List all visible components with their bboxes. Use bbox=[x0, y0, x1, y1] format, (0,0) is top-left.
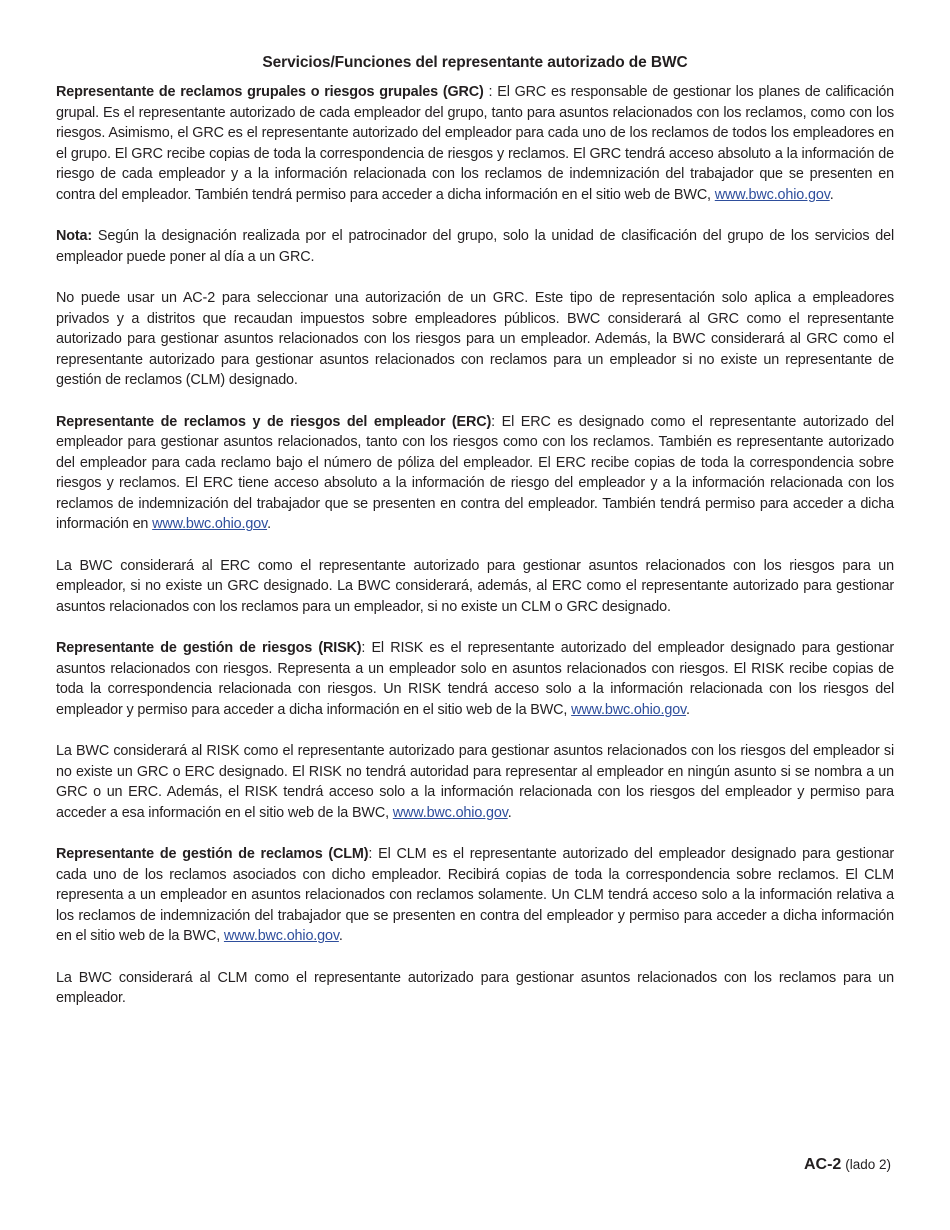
clm-body: : El CLM es el representante autorizado del empleador designado para gestionar cada uno de los reclamos asociados con dicho empleador. Recibirá copias de toda la correspondencia sobre reclamos. El CLM representa a un empleador en asuntos relacionados con reclamos solamente. Un CLM tendrá acceso solo a la información relativa a los reclamos de indemnización del trabajador que se presenten en contra del empleador y permiso para acceder a dicha información en el sitio web de la BWC, bbox=[56, 845, 895, 945]
ac2-paragraph: No puede usar un AC-2 para seleccionar una autorización de un GRC. Este tipo de representación solo aplica a empleadores privados y a distritos que recaudan impuestos sobre empleadores públicos. BWC considerará al GRC como el representante autorizado para gestionar asuntos relacionados con los riesgos para un empleador. Además, la BWC considerará al GRC como el representante autorizado para gestionar asuntos relacionados con reclamos para un empleador si no existe un representante de gestión de reclamos (CLM) designado. bbox=[56, 289, 894, 389]
erc-heading: Representante de reclamos y de riesgos del empleador (ERC) bbox=[56, 413, 492, 430]
risk-followup-body: La BWC considerará al RISK como el representante autorizado para gestionar asuntos relacionados con los riesgos del empleador si no existe un GRC o ERC designado. El RISK no tendrá autoridad para representar al empleador en ningún asunto si se nombra a un GRC o un ERC. Además, el RISK tendrá acceso solo a la información relacionada con los riesgos del empleador y permiso para acceder a esa información en el sitio web de la BWC, bbox=[56, 743, 894, 821]
note-heading: Nota: bbox=[56, 228, 93, 245]
grc-paragraph: Representante de reclamos grupales o riesgos grupales (GRC) : El GRC es responsable de gestionar los planes de calificación grupal. Es el representante autorizado de cada empleador del grupo, tanto para asuntos relacionados con los reclamos, como con los riesgos. Asimismo, el GRC es el representante autorizado del empleador para cada uno de los reclamos de todos los empleadores en el grupo. El GRC recibe copias de toda la correspondencia de riesgos y reclamos. El GRC tendrá acceso absoluto a la información de riesgo de cada empleador y a la información relacionada con los reclamos de indemnización del trabajador que se presenten en contra del empleador. También tendrá permiso para acceder a dicha información en el sitio web de BWC, www.bwc.ohio.gov. bbox=[56, 84, 894, 203]
bwc-website-link[interactable]: www.bwc.ohio.gov bbox=[571, 701, 687, 718]
risk-heading: Representante de gestión de riesgos (RISK) bbox=[56, 640, 362, 657]
erc-followup-paragraph: La BWC considerará al ERC como el representante autorizado para gestionar asuntos relacionados con los riesgos para un empleador, si no existe un GRC designado. La BWC considerará, además, al ERC como el representante autorizado para gestionar asuntos relacionados con los reclamos para un empleador, si no existe un CLM o GRC designado. bbox=[56, 557, 894, 615]
clm-paragraph: Representante de gestión de reclamos (CLM): El CLM es el representante autorizado del empleador designado para gestionar cada uno de los reclamos asociados con dicho empleador. Recibirá copias de toda la correspondencia sobre reclamos. El CLM representa a un empleador en asuntos relacionados con reclamos solamente. Un CLM tendrá acceso solo a la información relativa a los reclamos de indemnización del trabajador que se presenten en contra del empleador y permiso para acceder a dicha información en el sitio web de la BWC, www.bwc.ohio.gov. bbox=[56, 845, 895, 945]
risk-body: : El RISK es el representante autorizado del empleador designado para gestionar asuntos relacionados con riesgos. Representa a un empleador solo en asuntos relacionados con riesgos. El RISK recibe copias de toda la correspondencia relacionada con riesgos. Un RISK tendrá acceso solo a la información relacionada con los riesgos del empleador y permiso para acceder a dicha información en el sitio web de la BWC, bbox=[56, 640, 894, 718]
risk-paragraph: Representante de gestión de riesgos (RISK): El RISK es el representante autorizado del empleador designado para gestionar asuntos relacionados con riesgos. Representa a un empleador solo en asuntos relacionados con riesgos. El RISK recibe copias de toda la correspondencia relacionada con riesgos. Un RISK tendrá acceso solo a la información relacionada con los riesgos del empleador y permiso para acceder a dicha información en el sitio web de la BWC, www.bwc.ohio.gov. bbox=[56, 640, 894, 718]
document-page bbox=[56, 54, 894, 1029]
bwc-website-link[interactable]: www.bwc.ohio.gov bbox=[152, 516, 268, 533]
bwc-website-link[interactable]: www.bwc.ohio.gov bbox=[392, 804, 508, 821]
note-body: Según la designación realizada por el patrocinador del grupo, solo la unidad de clasificación del grupo de los servicios del empleador puede poner al día a un GRC. bbox=[56, 228, 894, 265]
clm-heading: Representante de gestión de reclamos (CLM) bbox=[56, 845, 369, 862]
form-code: AC-2 bbox=[803, 1156, 842, 1173]
bwc-website-link[interactable]: www.bwc.ohio.gov bbox=[714, 186, 830, 203]
bwc-website-link[interactable]: www.bwc.ohio.gov bbox=[223, 928, 339, 945]
grc-body: : El GRC es responsable de gestionar los planes de calificación grupal. Es el representante autorizado de cada empleador del grupo, tanto para asuntos relacionados con los reclamos, como con los riesgos. Asimismo, el GRC es el representante autorizado del empleador para cada uno de los reclamos de todos los empleadores en el grupo. El GRC recibe copias de toda la correspondencia de riesgos y reclamos. El GRC tendrá acceso absoluto a la información de riesgo de cada empleador y a la información relacionada con los reclamos de indemnización del trabajador que se presenten en contra del empleador. También tendrá permiso para acceder a dicha información en el sitio web de BWC, bbox=[56, 84, 894, 203]
risk-followup-paragraph: La BWC considerará al RISK como el representante autorizado para gestionar asuntos relacionados con los riesgos del empleador si no existe un GRC o ERC designado. El RISK no tendrá autoridad para representar al empleador en ningún asunto si se nombra a un GRC o un ERC. Además, el RISK tendrá acceso solo a la información relacionada con los riesgos del empleador y permiso para acceder a esa información en el sitio web de la BWC, www.bwc.ohio.gov. bbox=[56, 743, 894, 821]
erc-paragraph: Representante de reclamos y de riesgos del empleador (ERC): El ERC es designado como el representante autorizado del empleador para gestionar asuntos relacionados, tanto con los riesgos como con los reclamos. También es representante autorizado del empleador para cada reclamo bajo el número de póliza del empleador. El ERC recibe copias de toda la correspondencia sobre riesgos y reclamos. El ERC tiene acceso absoluto a la información de riesgo del empleador y a la información relacionada con los reclamos de indemnización del trabajador que se presenten en contra del empleador. También tendrá permiso para acceder a dicha información en www.bwc.ohio.gov. bbox=[56, 413, 894, 533]
clm-followup-paragraph: La BWC considerará al CLM como el representante autorizado para gestionar asuntos relacionados con los reclamos para un empleador. bbox=[56, 969, 894, 1007]
page-side: (lado 2) bbox=[845, 1157, 891, 1172]
grc-heading: Representante de reclamos grupales o riesgos grupales (GRC) bbox=[56, 84, 484, 100]
erc-body: : El ERC es designado como el representante autorizado del empleador para gestionar asuntos relacionados, tanto con los riesgos como con los reclamos. También es representante autorizado del empleador para cada reclamo bajo el número de póliza del empleador. El ERC recibe copias de toda la correspondencia sobre riesgos y reclamos. El ERC tiene acceso absoluto a la información de riesgo del empleador y a la información relacionada con los reclamos de indemnización del trabajador que se presenten en contra del empleador. También tendrá permiso para acceder a dicha información en bbox=[56, 413, 894, 533]
page-title: Servicios/Funciones del representante autorizado de BWC bbox=[262, 54, 688, 71]
note-paragraph bbox=[56, 226, 894, 267]
form-footer bbox=[804, 1156, 891, 1174]
